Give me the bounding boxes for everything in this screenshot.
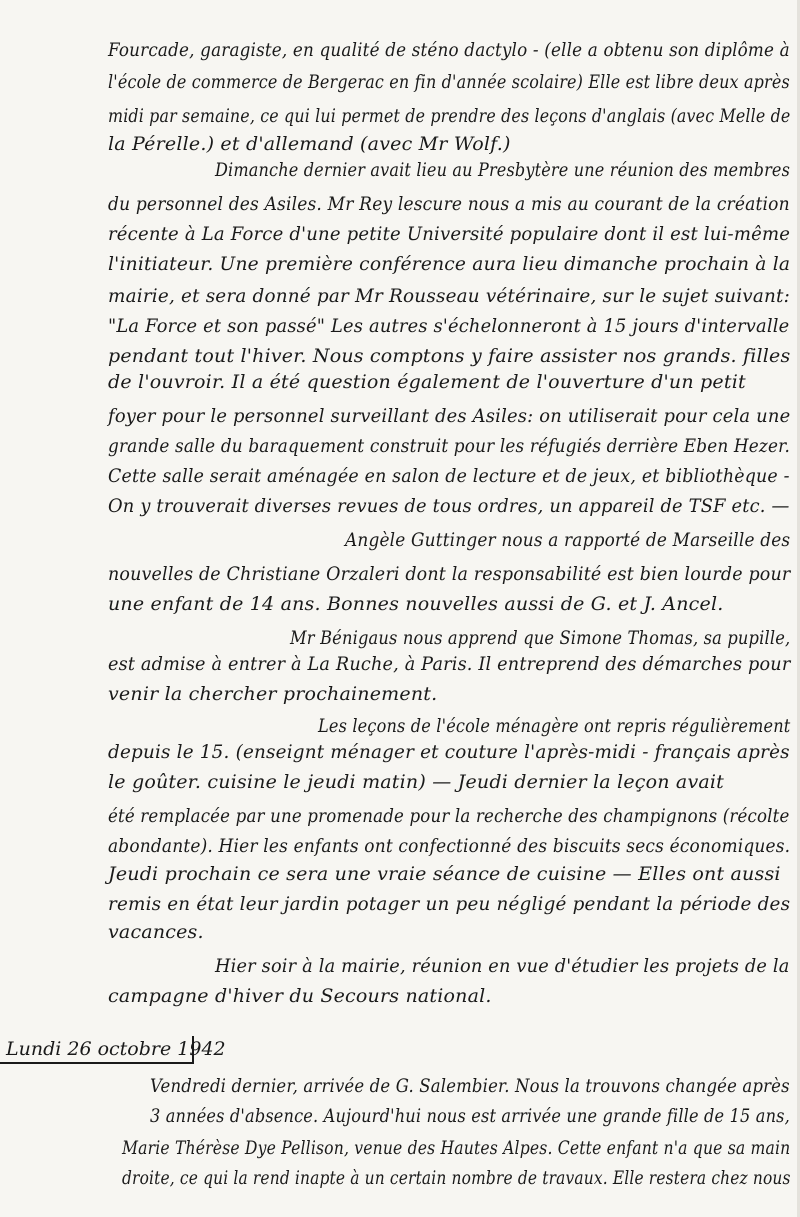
text-line: Mr Bénigaus nous apprend que Simone Thomas, sa pupille, — [290, 627, 791, 649]
text-line: "La Force et son passé" Les autres s'échelonneront à 15 jours d'intervalle — [108, 315, 790, 337]
text-line: remis en état leur jardin potager un peu négligé pendant la période des — [108, 893, 791, 915]
text-line: foyer pour le personnel surveillant des Asiles: on utiliserait pour cela une — [108, 405, 791, 427]
text-line: Les leçons de l'école ménagère ont repris régulièrement — [318, 715, 791, 737]
text-line: venir la chercher prochainement. — [108, 683, 438, 705]
text-line: du personnel des Asiles. Mr Rey lescure nous a mis au courant de la création — [108, 193, 790, 215]
text-line: droite, ce qui la rend inapte à un certain nombre de travaux. Elle restera chez nous — [122, 1167, 791, 1189]
date-heading — [0, 1036, 226, 1064]
text-line: Marie Thérèse Dye Pellison, venue des Hautes Alpes. Cette enfant n'a que sa main — [122, 1137, 791, 1159]
text-line: vacances. — [108, 921, 204, 943]
text-line: le goûter. cuisine le jeudi matin) — Jeudi dernier la leçon avait — [108, 771, 725, 793]
text-line: mairie, et sera donné par Mr Rousseau vétérinaire, sur le sujet suivant: — [108, 285, 791, 307]
text-line: abondante). Hier les enfants ont confectionné des biscuits secs économiques. — [108, 835, 791, 857]
text-line: 3 années d'absence. Aujourd'hui nous est arrivée une grande fille de 15 ans, — [150, 1105, 790, 1127]
text-line: Vendredi dernier, arrivée de G. Salembier. Nous la trouvons changée après — [150, 1075, 790, 1097]
text-line: Angèle Guttinger nous a rapporté de Marseille des — [345, 529, 791, 551]
text-line: grande salle du baraquement construit pour les réfugiés derrière Eben Hezer. — [108, 435, 791, 457]
text-line: nouvelles de Christiane Orzaleri dont la responsabilité est bien lourde pour — [108, 563, 791, 585]
text-line: midi par semaine, ce qui lui permet de prendre des leçons d'anglais (avec Melle de — [108, 105, 791, 127]
text-line: Hier soir à la mairie, réunion en vue d'étudier les projets de la — [215, 955, 790, 977]
text-line: campagne d'hiver du Secours national. — [108, 985, 492, 1007]
text-line: depuis le 15. (enseignt ménager et couture l'après-midi - français après — [108, 741, 790, 763]
text-line: une enfant de 14 ans. Bonnes nouvelles aussi de G. et J. Ancel. — [108, 593, 724, 615]
text-line: Cette salle serait aménagée en salon de lecture et de jeux, et bibliothèque - — [108, 465, 790, 487]
text-line: de l'ouvroir. Il a été question également de l'ouverture d'un petit — [108, 371, 746, 393]
text-line: On y trouverait diverses revues de tous ordres, un appareil de TSF etc. — — [108, 495, 790, 517]
text-line: Jeudi prochain ce sera une vraie séance de cuisine — Elles ont aussi — [108, 863, 781, 885]
date-heading-text: Lundi 26 octobre 1942 — [6, 1038, 226, 1060]
text-line: est admise à entrer à La Ruche, à Paris. Il entreprend des démarches pour — [108, 653, 791, 675]
text-line: pendant tout l'hiver. Nous comptons y faire assister nos grands. filles — [108, 345, 791, 367]
text-line: été remplacée par une promenade pour la recherche des champignons (récolte — [108, 805, 790, 827]
text-line: l'initiateur. Une première conférence aura lieu dimanche prochain à la — [108, 253, 791, 275]
text-line: Fourcade, garagiste, en qualité de sténo dactylo - (elle a obtenu son diplôme à — [108, 39, 790, 61]
text-line: Dimanche dernier avait lieu au Presbytère une réunion des membres — [215, 159, 791, 181]
text-line: récente à La Force d'une petite Université populaire dont il est lui-même — [108, 223, 791, 245]
text-line: l'école de commerce de Bergerac en fin d'année scolaire) Elle est libre deux après — [108, 71, 790, 93]
text-line: la Pérelle.) et d'allemand (avec Mr Wolf.) — [108, 133, 511, 155]
